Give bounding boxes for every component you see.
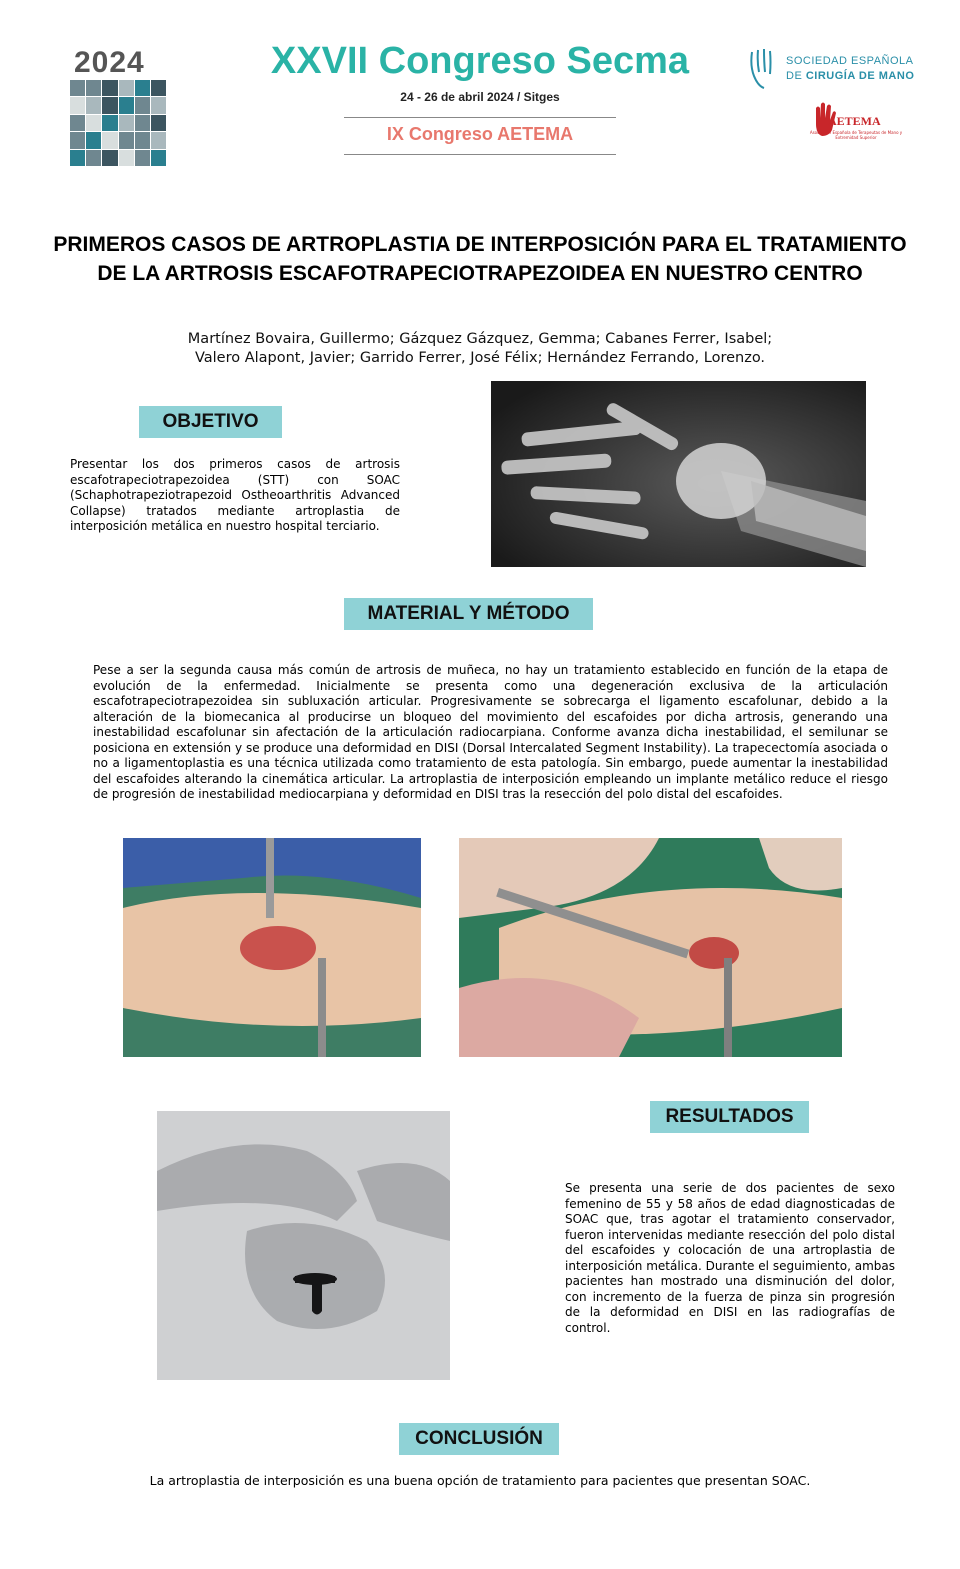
xray-hand-image	[491, 381, 866, 567]
resultados-text: Se presenta una serie de dos pacientes de sexo femenino de 55 y 58 años de edad diagnosticadas de SOAC que, tras agotar el tratamiento conservador, fueron intervenidas mediante resección del polo distal del escafoides y colocación de una artroplastia de interposición metálica. Durante el seguimiento, ambas pacientes han mostrado una disminución del dolor, con incremento de la fuerza de pinza sin progresión de la deformidad en DISI en las radiografías de control.	[565, 1181, 895, 1335]
objetivo-text: Presentar los dos primeros casos de artrosis escafotrapeciotrapezoidea (STT) con SOAC (Schaphotrapeziotrapezoid Ostheoarthritis Advanced Collapse) tratados mediante artroplastia de interposición metálica en nuestro hospital terciario.	[70, 457, 400, 533]
surgery-photo-1	[123, 838, 421, 1057]
congress-title: XXVII Congreso Secma	[270, 40, 690, 82]
resultados-heading: RESULTADOS	[650, 1101, 809, 1133]
secm-society-name	[786, 54, 914, 84]
divider-bottom	[344, 154, 616, 155]
objetivo-heading: OBJETIVO	[139, 406, 282, 438]
authors	[0, 330, 960, 368]
material-text: Pese a ser la segunda causa más común de artrosis de muñeca, no hay un tratamiento establecido en función de la etapa de evolución de la enfermedad. Inicialmente se presenta como una degeneración exclusiva de la articulación escafotrapeciotrapezoidea sin subluxación articular. Progresivamente se sobrecarga el ligamento escafolunar, debido a la alteración de la biomecanica al producirse un bloqueo del movimiento del escafoides por dicha artrosis, generando una inestabilidad escafolunar sin afectación de la articulación radiocarpiana. Conforme avanza dicha inestabilidad, el semilunar se posiciona en extensión y se produce una deformidad en DISI (Dorsal Intercalated Segment Instability). La trapecectomía asociada o no a ligamentoplastia es una técnica utilizada como tratamiento de esta patología. Sin embargo, puede aumentar la inestabilidad del escafoides alterando la cinemática articular. La artroplastia de interposición empleando un implante metálico reduce el riesgo de progresión de inestabilidad mediocarpiana y deformidad en DISI tras la resección del polo distal del escafoides.	[93, 663, 888, 801]
poster-title	[0, 230, 960, 288]
aetema-caption: Asociación Española de Terapeutas de Mano y Extremidad Superior	[809, 130, 903, 140]
secm-line2-prefix: DE	[786, 70, 803, 82]
poster-title-line1: PRIMEROS CASOS DE ARTROPLASTIA DE INTERPOSICIÓN PARA EL TRATAMIENTO	[53, 233, 907, 256]
congress-year: 2024	[74, 46, 145, 79]
poster-title-line2: DE LA ARTROSIS ESCAFOTRAPECIOTRAPEZOIDEA EN NUESTRO CENTRO	[97, 262, 863, 285]
conclusion-text: La artroplastia de interposición es una buena opción de tratamiento para pacientes que presentan SOAC.	[149, 1473, 811, 1488]
conclusion-heading: CONCLUSIÓN	[399, 1423, 559, 1455]
authors-line1: Martínez Bovaira, Guillermo; Gázquez Gázquez, Gemma; Cabanes Ferrer, Isabel;	[187, 331, 773, 347]
secm-hand-logo-icon	[746, 46, 778, 90]
aetema-name: AETEMA	[828, 114, 881, 128]
authors-line2: Valero Alapont, Javier; Garrido Ferrer, José Félix; Hernández Ferrando, Lorenzo.	[194, 350, 766, 366]
subcongress-title: IX Congreso AETEMA	[386, 124, 574, 144]
secm-line1: SOCIEDAD ESPAÑOLA	[786, 55, 914, 67]
secm-line2-bold: CIRUGÍA DE MANO	[805, 70, 915, 82]
divider-top	[344, 117, 616, 118]
surgery-photo-2	[459, 838, 842, 1057]
fluoroscopy-image	[157, 1111, 450, 1380]
material-heading: MATERIAL Y MÉTODO	[344, 598, 593, 630]
congress-date: 24 - 26 de abril 2024 / Sitges	[400, 90, 560, 104]
